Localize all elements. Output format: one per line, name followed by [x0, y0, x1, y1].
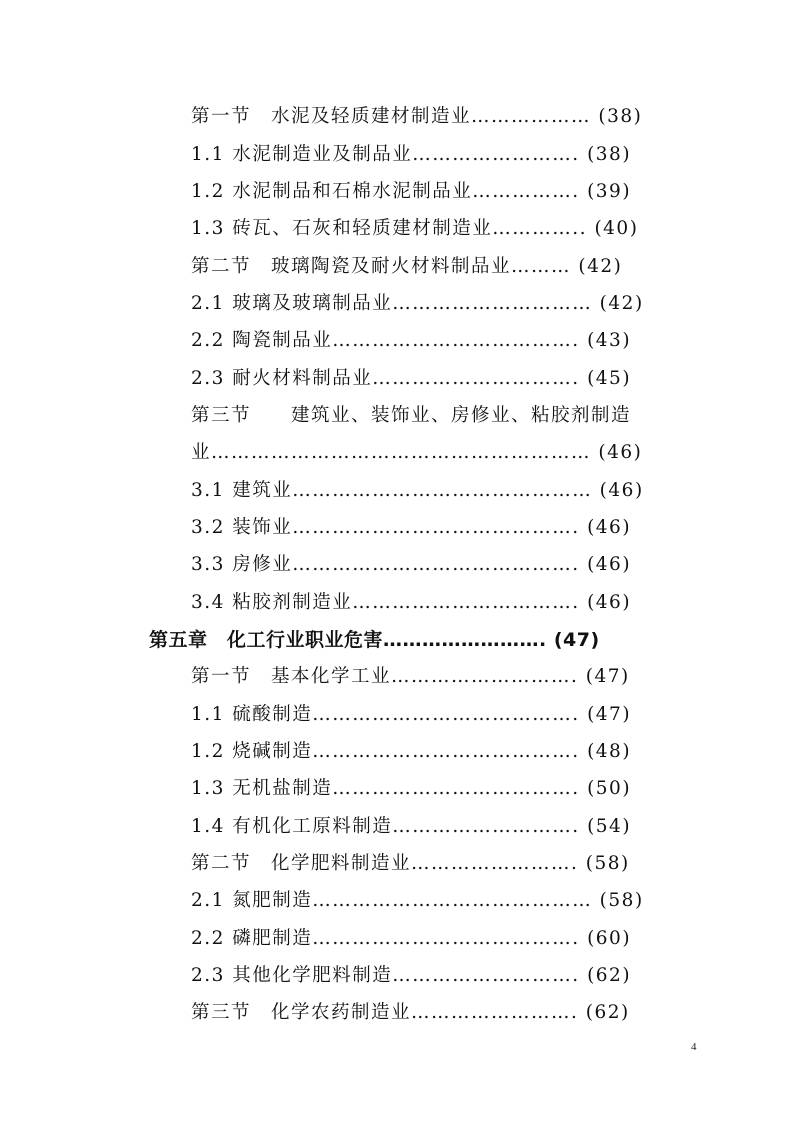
toc-item-entry: 1.3 砖瓦、石灰和轻质建材制造业………….. (40) — [191, 218, 639, 239]
toc-section-entry: 第三节 化学农药制造业……………………. (62) — [191, 1002, 630, 1023]
toc-section-entry: 第三节 建筑业、装饰业、房修业、粘胶剂制造 — [191, 405, 632, 426]
toc-item-entry: 2.2 磷肥制造…………………………………. (60) — [191, 928, 632, 949]
toc-item-entry: 2.1 玻璃及玻璃制品业………………………… (42) — [191, 293, 644, 314]
toc-section-entry: 第二节 化学肥料制造业……………………. (58) — [191, 853, 630, 874]
toc-item-entry: 1.1 硫酸制造…………………………………. (47) — [191, 704, 632, 725]
toc-item-entry: 1.2 烧碱制造…………………………………. (48) — [191, 741, 632, 762]
toc-item-entry: 3.3 房修业……………………………………. (46) — [191, 554, 632, 575]
toc-item-entry: 1.4 有机化工原料制造………………………. (54) — [191, 816, 632, 837]
toc-item-entry: 2.3 耐火材料制品业…………………………. (45) — [191, 368, 632, 389]
toc-section-entry: 第一节 基本化学工业………………………. (47) — [191, 666, 630, 687]
toc-item-entry: 2.3 其他化学肥料制造………………………. (62) — [191, 965, 632, 986]
toc-section-entry: 第二节 玻璃陶瓷及耐火材料制品业……… (42) — [191, 256, 623, 277]
toc-item-entry: 3.1 建筑业……………………………………… (46) — [191, 480, 644, 501]
toc-item-entry: 1.3 无机盐制造………………………………. (50) — [191, 778, 632, 799]
page-number: 4 — [691, 1041, 697, 1053]
toc-item-entry: 3.4 粘胶剂制造业……………………………. (46) — [191, 592, 632, 613]
toc-item-entry: 2.2 陶瓷制品业………………………………. (43) — [191, 330, 632, 351]
toc-section-entry: 第一节 水泥及轻质建材制造业……………… (38) — [191, 106, 643, 127]
toc-chapter-entry: 第五章 化工行业职业危害……………………. (47) — [149, 629, 600, 651]
toc-item-entry: 1.2 水泥制品和石棉水泥制品业……………. (39) — [191, 181, 632, 202]
toc-item-entry: 1.1 水泥制造业及制品业……………………. (38) — [191, 144, 632, 165]
toc-item-entry: 3.2 装饰业……………………………………. (46) — [191, 517, 632, 538]
toc-item-entry: 2.1 氮肥制造…………………………………… (58) — [191, 890, 644, 911]
toc-section-entry-continuation: 业………………………………………………… (46) — [191, 442, 643, 463]
